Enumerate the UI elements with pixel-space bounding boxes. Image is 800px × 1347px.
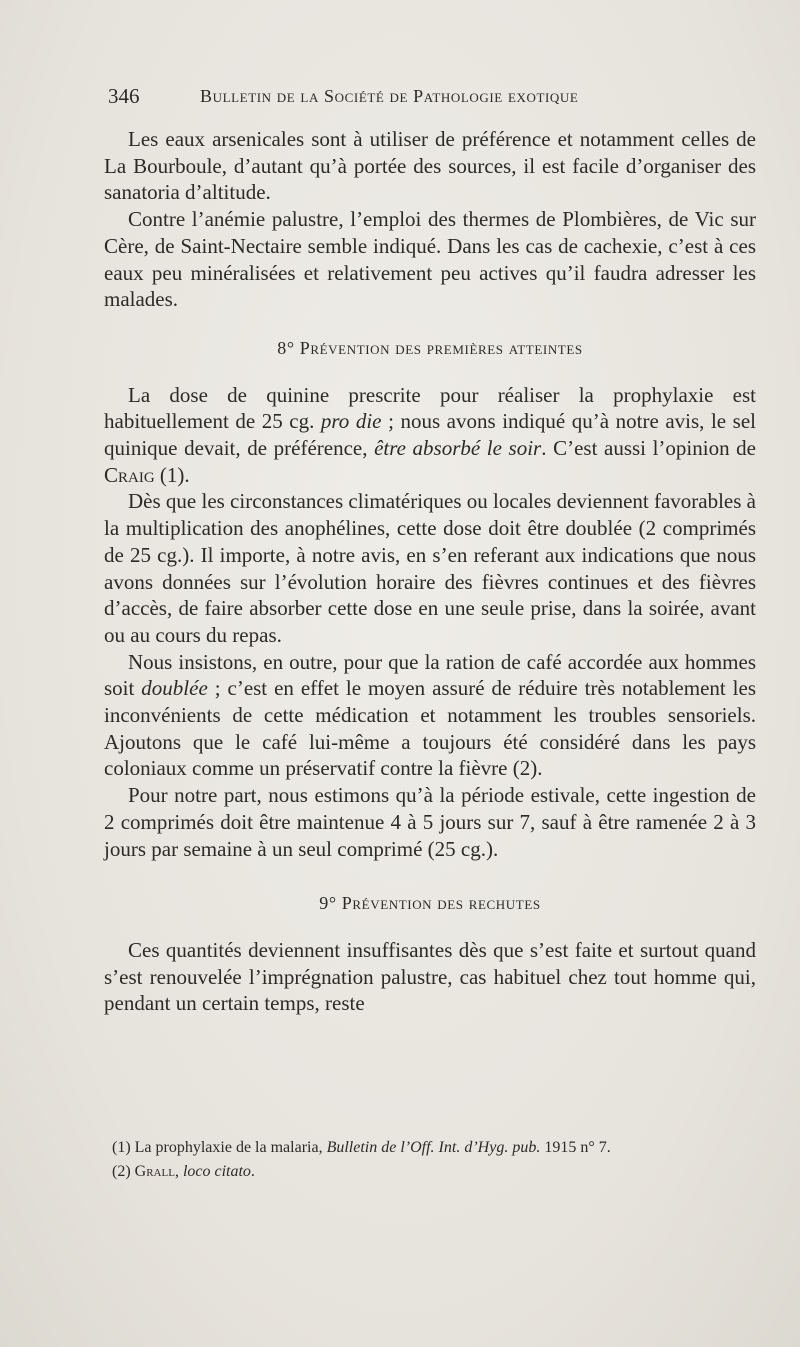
text-run: ,	[174, 1163, 183, 1180]
text-run: (2)	[112, 1163, 135, 1180]
italic-absorbed-evening: être absorbé le soir	[374, 436, 542, 461]
section-heading-8: 8° Prévention des premières atteintes	[277, 337, 583, 358]
paragraph-quinine-dose	[104, 382, 756, 489]
running-head	[108, 84, 758, 114]
author-grall: Grall	[134, 1163, 175, 1180]
paragraph-anemia: Contre l’anémie palustre, l’emploi des thermes de Plombières, de Vic sur Cère, de Saint-Nectaire semble indiqué. Dans les cas de cachexie, c’est à ces eaux peu minéralisées et relativement peu actives qu’il faudra adresser les malades.	[104, 207, 756, 312]
text-run: ; nous avons indiqué qu’à notre avis, le sel quinique devait, de préférence,	[104, 409, 757, 461]
text-run: 1915 n° 7.	[540, 1139, 611, 1156]
footnote-2	[104, 1160, 756, 1184]
journal-title: Bulletin de la Société de Pathologie exotique	[200, 86, 579, 106]
italic-loco-citato: loco citato	[182, 1163, 251, 1180]
text-run: . C’est aussi l’opinion de	[541, 436, 756, 461]
section-heading-9: 9° Prévention des rechutes	[319, 893, 541, 914]
paragraph-relapses: Ces quantités deviennent insuffisantes dès que s’est faite et surtout quand s’est renouvelée l’imprégnation palustre, cas habituel chez tout homme qui, pendant un certain temps, reste	[104, 937, 756, 1016]
paragraph-arsenical-waters: Les eaux arsenicales sont à utiliser de préférence et notamment celles de La Bourboule, d’autant qu’à portée des sources, il est facile d’organiser des sanatoria d’altitude.	[104, 127, 756, 205]
body-text	[104, 126, 756, 1017]
italic-doublee: doublée	[141, 676, 208, 701]
paragraph-coffee-ration	[104, 649, 756, 783]
footnote-1	[104, 1136, 756, 1160]
page-number: 346	[108, 84, 140, 108]
italic-pro-die: pro die	[320, 409, 382, 434]
text-run: Nous insistons, en outre, pour que la ration de café accordée aux hommes soit	[104, 649, 756, 701]
text-run: (1) La prophylaxie de la malaria,	[112, 1139, 327, 1156]
footnotes	[104, 1136, 756, 1184]
paragraph-doubled-dose: Dès que les circonstances climatériques ou locales deviennent favorables à la multiplication des anophélines, cette dose doit être doublée (2 comprimés de 25 cg.). Il importe, à notre avis, en s’en referant aux indications que nous avons données sur l’évolution horaire des fièvres continues et des fièvres d’accès, de faire absorber cette dose en une seule prise, dans la soirée, avant ou au cours du repas.	[104, 489, 757, 647]
text-run: (1).	[154, 462, 190, 487]
italic-bulletin-ref: Bulletin de l’Off. Int. d’Hyg. pub.	[326, 1139, 541, 1156]
text-run: .	[250, 1163, 255, 1180]
paragraph-summer-period: Pour notre part, nous estimons qu’à la période estivale, cette ingestion de 2 comprimés doit être maintenue 4 à 5 jours sur 7, sauf à être ramenée 2 à 3 jours par semaine à un seul comprimé (25 cg.).	[104, 783, 756, 861]
author-craig: Craig	[104, 462, 155, 487]
text-run: La dose de quinine prescrite pour réaliser la prophylaxie est habituellement de 25 cg.	[104, 382, 756, 434]
text-run: ; c’est en effet le moyen assuré de réduire très notablement les inconvénients de cette médication et notamment les troubles sensoriels. Ajoutons que le café lui-même a toujours été considéré dans les pays coloniaux comme un préservatif contre la fièvre (2).	[104, 676, 757, 781]
